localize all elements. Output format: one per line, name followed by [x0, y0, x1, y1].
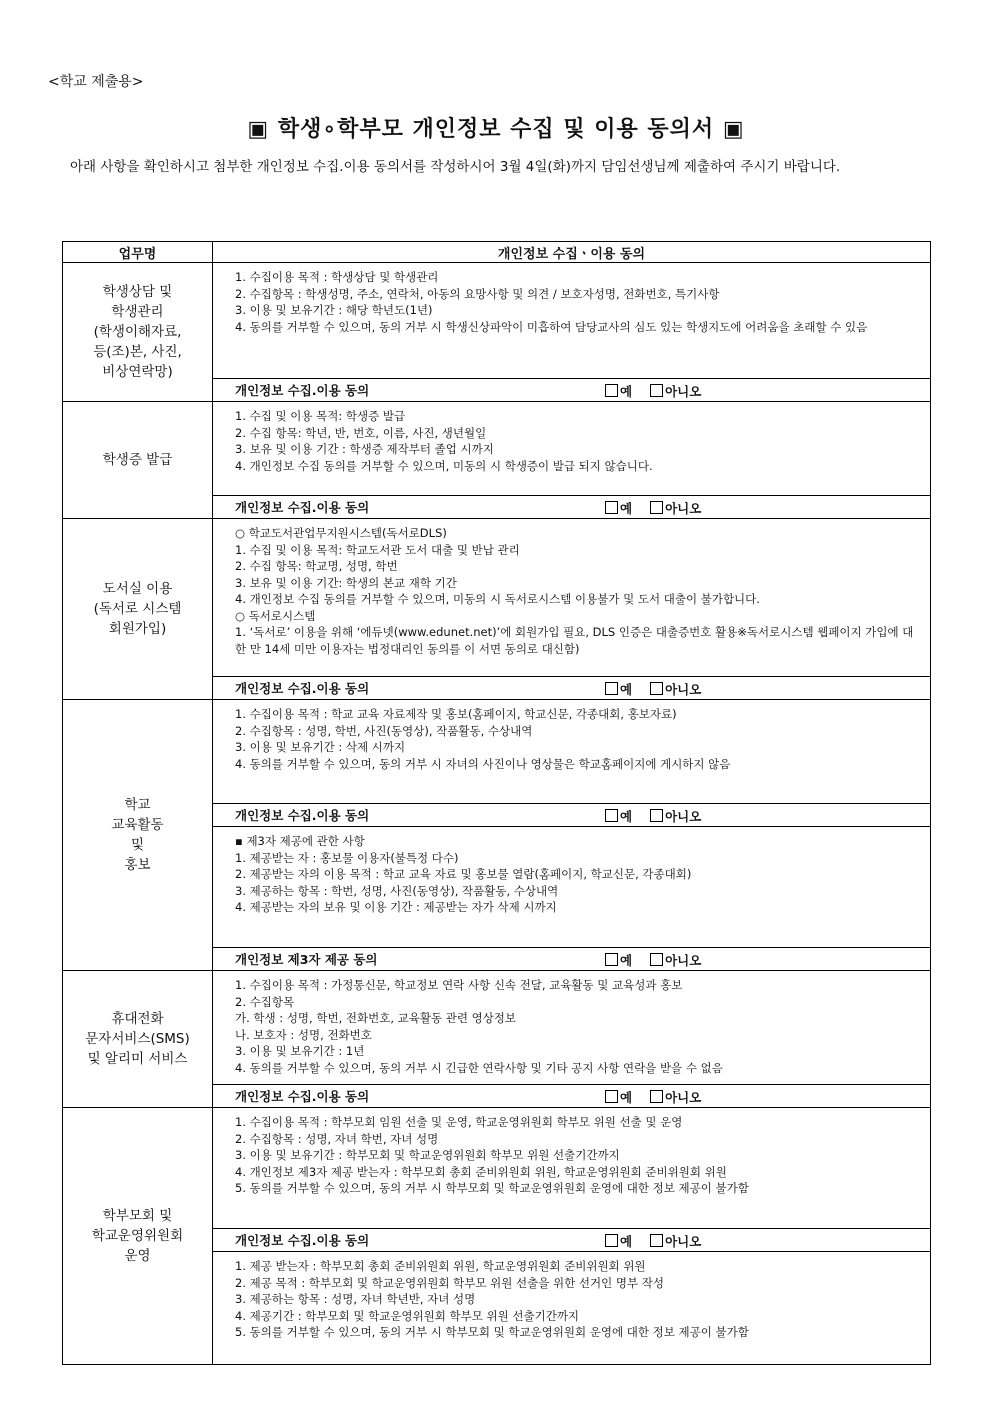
item-line: 3. 제공하는 항목 : 성명, 자녀 학년반, 자녀 성명 — [235, 1292, 476, 1306]
items-cell — [213, 700, 931, 804]
yes-checkbox[interactable] — [605, 384, 618, 397]
item-line: 2. 제공 목적 : 학부모회 및 학교운영위원회 학부모 위원 선출을 위한 선거인 명부 작성 — [235, 1275, 664, 1290]
task-line: 홍보 — [124, 857, 151, 873]
no-checkbox[interactable] — [650, 1234, 663, 1247]
item-line: 2. 수집 항목: 학교명, 성명, 학번 — [235, 559, 398, 573]
item-line: 1. 수집이용 목적 : 학교 교육 자료제작 및 홍보(홈페이지, 학교신문, 각종대회, 홍보자료) — [235, 707, 677, 721]
yes-label: 예 — [620, 682, 633, 697]
yes-label: 예 — [620, 953, 633, 968]
task-line: 학생관리 — [111, 304, 164, 320]
item-line: 2. 수집항목 — [235, 994, 295, 1009]
task-line: (독서로 시스템 — [93, 601, 182, 617]
page-title: ▣ 학생∘학부모 개인정보 수집 및 이용 동의서 ▣ — [247, 117, 745, 142]
item-line: ○ 학교도서관업무지원시스템(독서로DLS) — [235, 526, 447, 540]
header-consent: 개인정보 수집ㆍ이용 동의 — [213, 242, 931, 263]
no-label: 아니오 — [665, 1090, 702, 1105]
consent-options — [605, 1088, 701, 1106]
table-row — [63, 402, 931, 496]
yes-checkbox[interactable] — [605, 1090, 618, 1103]
item-line: 2. 제공받는 자의 이용 목적 : 학교 교육 자료 및 홍보물 열람(홈페이지, 학교신문, 각종대회) — [235, 867, 692, 881]
task-line: 회원가입) — [108, 621, 167, 637]
yes-label: 예 — [620, 1234, 633, 1249]
task-line: 학부모회 및 — [102, 1208, 173, 1224]
item-line: 3. 이용 및 보유기간 : 해당 학년도(1년) — [235, 303, 433, 317]
item-line: 4. 동의를 거부할 수 있으며, 동의 거부 시 학생신상파악이 미흡하여 담당교사의 심도 있는 학생지도에 어려움을 초래할 수 있음 — [235, 319, 868, 334]
intro-sentence: 아래 사항을 확인하시고 첨부한 개인정보 수집.이용 동의서를 작성하시어 3월 4일(화)까지 담임선생님께 제출하여 주시기 바랍니다. — [70, 159, 841, 175]
items-cell — [213, 1252, 931, 1365]
table-row — [63, 519, 931, 677]
consent-label: 개인정보 수집.이용 동의 — [235, 1233, 370, 1248]
no-checkbox[interactable] — [650, 953, 663, 966]
items-cell — [213, 402, 931, 496]
no-checkbox[interactable] — [650, 1090, 663, 1103]
table-row — [63, 263, 931, 379]
consent-options — [605, 1232, 701, 1250]
consent-label: 개인정보 수집.이용 동의 — [235, 808, 370, 823]
consent-label: 개인정보 수집.이용 동의 — [235, 500, 370, 515]
items-cell — [213, 827, 931, 948]
item-line: 2. 수집항목 : 성명, 자녀 학번, 자녀 성명 — [235, 1131, 439, 1146]
consent-options — [605, 382, 701, 400]
yes-checkbox[interactable] — [605, 501, 618, 514]
yes-checkbox[interactable] — [605, 953, 618, 966]
item-line: 1. ‘독서로’ 이용을 위해 ‘에듀넷(www.edunet.net)’에 회원가입 필요, DLS 인증은 대출증번호 활용※독서로시스템 웹페이지 가입에 대한 만 14세 미만 이용자는 법정대리인 동의를 이 서면 동의로 대신함) — [235, 625, 914, 656]
items-cell — [213, 971, 931, 1085]
item-line: 1. 제공 받는자 : 학부모회 총회 준비위원회 위원, 학교운영위원회 준비위원회 위원 — [235, 1259, 646, 1273]
task-line: 및 — [130, 837, 145, 853]
item-line: 4. 개인정보 제3자 제공 받는자 : 학부모회 총회 준비위원회 위원, 학교운영위원회 준비위원회 위원 — [235, 1164, 727, 1179]
table-body — [63, 263, 931, 1365]
item-line: 2. 수집 항목: 학년, 반, 번호, 이름, 사진, 생년월일 — [235, 425, 487, 440]
task-line: 문자서비스(SMS) — [85, 1031, 190, 1047]
item-line: 1. 수집 및 이용 목적: 학교도서관 도서 대출 및 반납 관리 — [235, 542, 520, 557]
consent-label: 개인정보 수집.이용 동의 — [235, 383, 370, 398]
submit-label: <학교 제출용> — [48, 74, 144, 90]
task-line: 학생증 발급 — [102, 452, 173, 468]
no-label: 아니오 — [665, 384, 702, 399]
item-line: 3. 이용 및 보유기간 : 1년 — [235, 1044, 365, 1058]
item-line: 4. 동의를 거부할 수 있으며, 동의 거부 시 긴급한 연락사항 및 기타 공지 사항 연락을 받을 수 없음 — [235, 1060, 723, 1075]
yes-checkbox[interactable] — [605, 1234, 618, 1247]
consent-label: 개인정보 수집.이용 동의 — [235, 681, 370, 696]
no-checkbox[interactable] — [650, 384, 663, 397]
consent-row — [213, 496, 931, 519]
item-line: 4. 개인정보 수집 동의를 거부할 수 있으며, 미동의 시 학생증이 발급 되지 않습니다. — [235, 458, 653, 473]
item-line: 3. 이용 및 보유기간 : 학부모회 및 학교운영위원회 학부모 위원 선출기간까지 — [235, 1148, 620, 1162]
task-cell — [63, 1108, 213, 1365]
item-line: 3. 보유 및 이용 기간 : 학생증 제작부터 졸업 시까지 — [235, 442, 494, 456]
task-line: 학교운영위원회 — [91, 1228, 184, 1244]
item-line: 1. 수집이용 목적 : 학부모회 임원 선출 및 운영, 학교운영위원회 학부모 위원 선출 및 운영 — [235, 1115, 683, 1129]
intro-text — [52, 156, 936, 178]
item-line: 2. 수집항목 : 성명, 학번, 사진(동영상), 작품활동, 수상내역 — [235, 723, 533, 738]
task-line: 학교 — [124, 797, 151, 813]
task-line: 및 알리미 서비스 — [87, 1051, 188, 1067]
no-checkbox[interactable] — [650, 809, 663, 822]
consent-row — [213, 677, 931, 700]
task-cell — [63, 263, 213, 402]
consent-options — [605, 499, 701, 517]
task-line: 도서실 이용 — [102, 581, 173, 597]
yes-label: 예 — [620, 1090, 633, 1105]
consent-row — [213, 948, 931, 971]
item-line: 4. 제공기간 : 학부모회 및 학교운영위원회 학부모 위원 선출기간까지 — [235, 1308, 580, 1323]
yes-label: 예 — [620, 809, 633, 824]
no-label: 아니오 — [665, 682, 702, 697]
no-checkbox[interactable] — [650, 501, 663, 514]
task-line: 운영 — [124, 1248, 151, 1264]
item-line: 2. 수집항목 : 학생성명, 주소, 연락처, 아동의 요망사항 및 의견 / 보호자성명, 전화번호, 특기사항 — [235, 286, 720, 301]
item-line: 가. 학생 : 성명, 학번, 전화번호, 교육활동 관련 영상정보 — [235, 1011, 517, 1025]
item-line: 1. 제공받는 자 : 홍보물 이용자(불특정 다수) — [235, 850, 459, 865]
task-cell — [63, 971, 213, 1108]
task-line: 교육활동 — [111, 817, 164, 833]
item-line: 3. 보유 및 이용 기간: 학생의 본교 재학 기간 — [235, 575, 457, 590]
item-line: 나. 보호자 : 성명, 전화번호 — [235, 1027, 372, 1042]
consent-table — [62, 241, 931, 1365]
item-line: 4. 동의를 거부할 수 있으며, 동의 거부 시 자녀의 사진이나 영상물은 학교홈페이지에 게시하지 않음 — [235, 756, 731, 771]
item-line: 1. 수집 및 이용 목적: 학생증 발급 — [235, 409, 406, 423]
task-cell — [63, 519, 213, 700]
task-line: 학생상담 및 — [102, 284, 173, 300]
item-line: 5. 동의를 거부할 수 있으며, 동의 거부 시 학부모회 및 학교운영위원회 운영에 대한 정보 제공이 불가함 — [235, 1325, 749, 1339]
consent-options — [605, 951, 701, 969]
table-row — [63, 700, 931, 804]
task-line: 등(조)본, 사진, — [93, 344, 182, 360]
item-line: 5. 동의를 거부할 수 있으며, 동의 거부 시 학부모회 및 학교운영위원회 운영에 대한 정보 제공이 불가함 — [235, 1181, 749, 1195]
header-task: 업무명 — [63, 242, 213, 263]
consent-options — [605, 807, 701, 825]
no-label: 아니오 — [665, 953, 702, 968]
no-label: 아니오 — [665, 1234, 702, 1249]
consent-row — [213, 804, 931, 827]
consent-options — [605, 680, 701, 698]
yes-label: 예 — [620, 384, 633, 399]
yes-label: 예 — [620, 501, 633, 516]
consent-label: 개인정보 제3자 제공 동의 — [235, 952, 378, 967]
items-cell — [213, 1108, 931, 1229]
no-label: 아니오 — [665, 501, 702, 516]
consent-row — [213, 1085, 931, 1108]
item-line: 1. 수집이용 목적 : 가정통신문, 학교정보 연락 사항 신속 전달, 교육활동 및 교육성과 홍보 — [235, 978, 683, 992]
items-cell — [213, 263, 931, 379]
task-cell — [63, 402, 213, 519]
items-cell — [213, 519, 931, 677]
task-cell — [63, 700, 213, 971]
task-line: 휴대전화 — [111, 1011, 164, 1027]
consent-row — [213, 1229, 931, 1252]
item-line: ▪ 제3자 제공에 관한 사항 — [235, 834, 365, 848]
item-line: 4. 개인정보 수집 동의를 거부할 수 있으며, 미동의 시 독서로시스템 이용불가 및 도서 대출이 불가합니다. — [235, 592, 760, 606]
item-line: 3. 제공하는 항목 : 학번, 성명, 사진(동영상), 작품활동, 수상내역 — [235, 883, 559, 898]
consent-label: 개인정보 수집.이용 동의 — [235, 1089, 370, 1104]
consent-row — [213, 379, 931, 402]
no-label: 아니오 — [665, 809, 702, 824]
task-line: 비상연락망) — [102, 364, 173, 380]
item-line: ○ 독서로시스템 — [235, 608, 316, 623]
yes-checkbox[interactable] — [605, 682, 618, 695]
task-line: (학생이해자료, — [93, 324, 182, 340]
table-row — [63, 1108, 931, 1229]
item-line: 1. 수집이용 목적 : 학생상담 및 학생관리 — [235, 270, 439, 284]
item-line: 4. 제공받는 자의 보유 및 이용 기간 : 제공받는 자가 삭제 시까지 — [235, 900, 557, 914]
table-row — [63, 971, 931, 1085]
yes-checkbox[interactable] — [605, 809, 618, 822]
no-checkbox[interactable] — [650, 682, 663, 695]
item-line: 3. 이용 및 보유기간 : 삭제 시까지 — [235, 740, 406, 754]
table-header-row — [63, 242, 931, 263]
